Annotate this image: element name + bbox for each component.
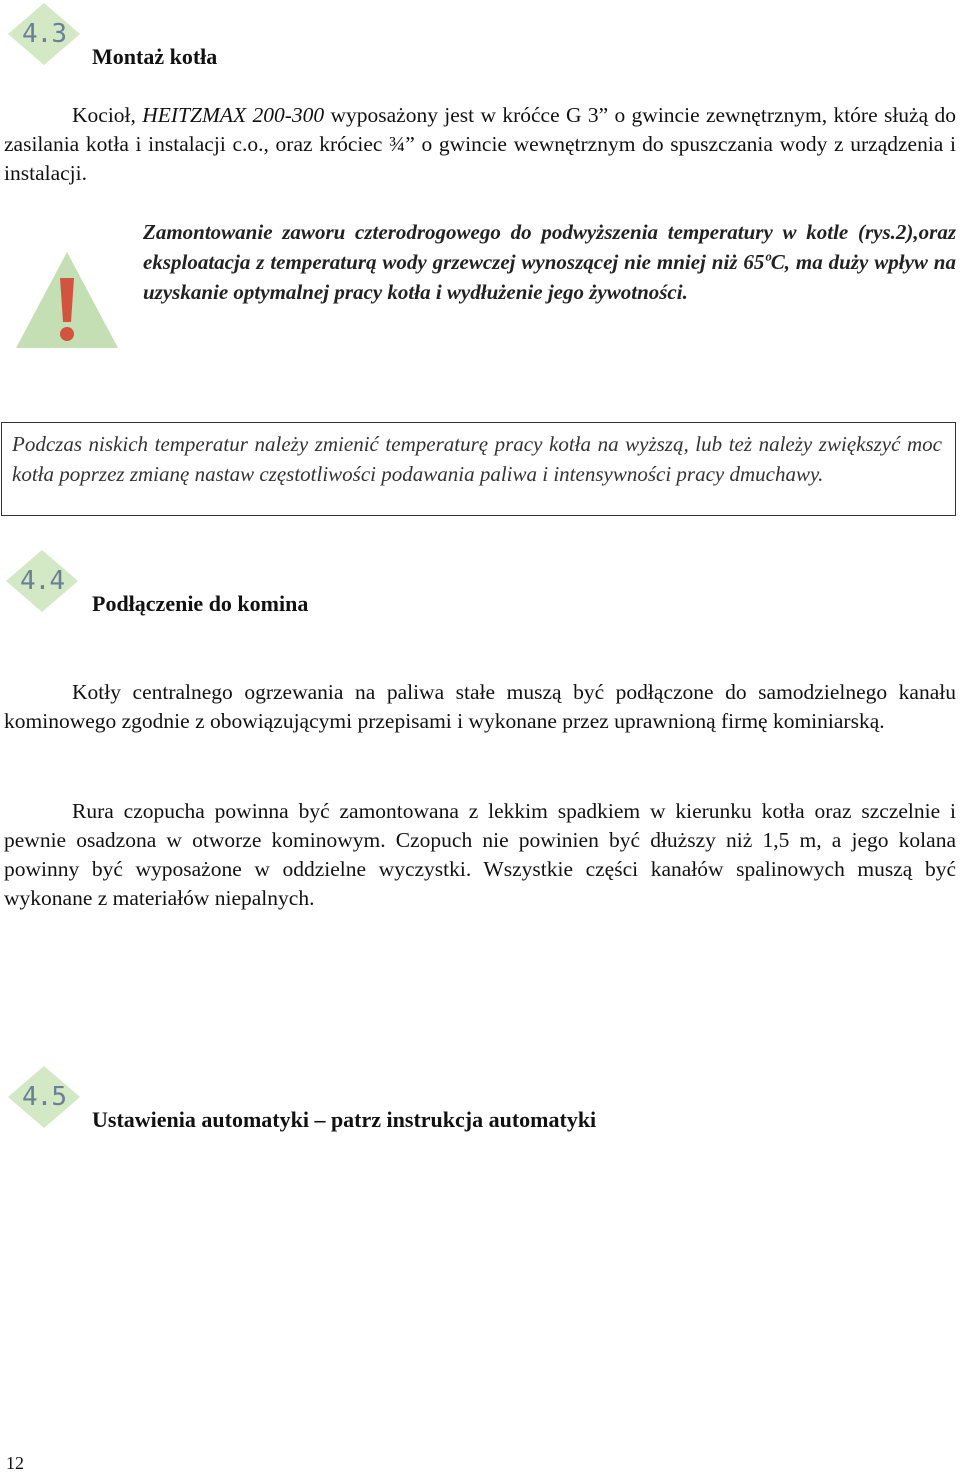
paragraph [4,101,956,188]
warning-text: Zamontowanie zaworu czterodrogowego do podwyższenia temperatury w kotle (rys.2),oraz eksploatacja z temperaturą wody grzewczej wynoszącej nie mniej niż 65ºC, ma duży wpływ na uzyskanie optymalnej pracy kotła i wydłużenie jego żywotności. [143,220,956,304]
section-badge-4-3 [6,1,82,67]
paragraph-text: Kocioł, [72,103,143,127]
paragraph-text: Rura czopucha powinna być zamontowana z lekkim spadkiem w kierunku kotła oraz szczelnie i pewnie osadzona w otworze kominowym. Czopuch nie powinien być dłuższy niż 1,5 m, a jego kolana powinny być wyposażone w oddzielne wyczystki. Wszystkie części kanałów spalinowych muszą być wykonane z materiałów niepalnych. [4,799,956,910]
paragraph [4,678,956,736]
model-name: HEITZMAX 200-300 [142,103,325,127]
section-number: 4.5 [22,1082,66,1112]
section-title: Ustawienia automatyki – patrz instrukcja automatyki [92,1107,597,1132]
page-number: 12 [6,1453,24,1473]
paragraph [4,797,956,913]
section-number: 4.3 [22,19,66,49]
paragraph-text: wyposażony jest w króćce G 3” o gwincie zewnętrznym, które służą do zasilania kotła i instalacji c.o., oraz króciec ¾” o gwincie wewnętrznym do spuszczania wody z urządzenia i instalacji. [4,103,956,185]
warning-triangle-icon [14,250,120,350]
note-box [1,422,956,516]
section-number: 4.4 [20,566,64,596]
paragraph-text: Kotły centralnego ogrzewania na paliwa stałe muszą być podłączone do samodzielnego kanału kominowego zgodnie z obowiązującymi przepisami i wykonane przez uprawnioną firmę kominiarską. [4,680,956,733]
note-text: Podczas niskich temperatur należy zmienić temperaturę pracy kotła na wyższą, lub też należy zwiększyć moc kotła poprzez zmianę nastaw częstotliwości podawania paliwa i intensywności pracy dmuchawy. [12,432,942,486]
section-title: Montaż kotła [92,44,218,69]
section-title: Podłączenie do komina [92,591,309,616]
section-badge-4-5 [6,1064,82,1130]
section-badge-4-4 [4,548,80,614]
